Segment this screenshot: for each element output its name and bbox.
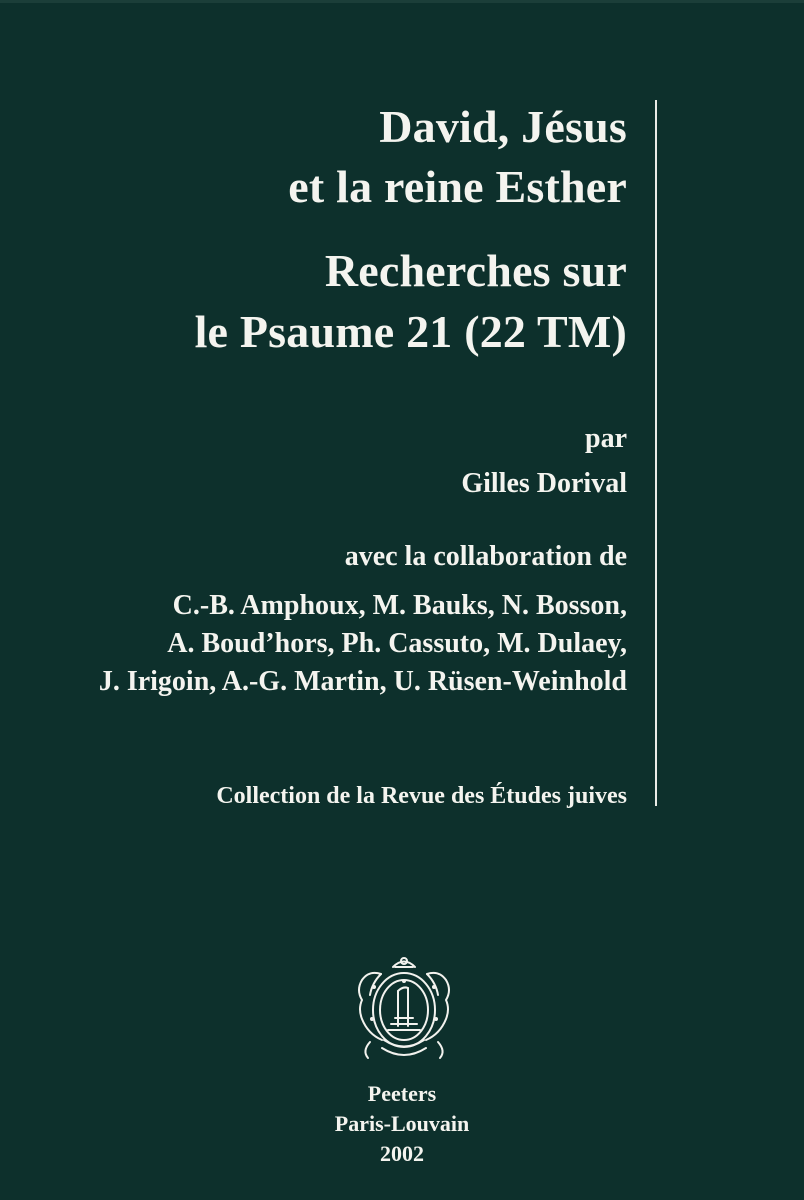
author-name: Gilles Dorival: [461, 468, 627, 499]
subtitle-line-2: le Psaume 21 (22 TM): [194, 306, 627, 357]
cover-top-edge: [0, 0, 804, 3]
series-title: Collection de la Revue des Études juives: [216, 783, 627, 809]
contributors-line-3: J. Irigoin, A.-G. Martin, U. Rüsen-Weinhold: [98, 666, 627, 697]
author-prefix: par: [585, 423, 627, 454]
contributors-line-1: C.-B. Amphoux, M. Bauks, N. Bosson,: [172, 590, 627, 621]
publisher-seal-icon: [350, 952, 458, 1066]
contributors-line-2: A. Boud’hors, Ph. Cassuto, M. Dulaey,: [167, 628, 627, 659]
vertical-rule: [655, 100, 657, 806]
publication-year: 2002: [380, 1141, 424, 1166]
collaboration-label: avec la collaboration de: [344, 541, 627, 572]
publisher-name: Peeters: [367, 1081, 437, 1106]
title-line-2: et la reine Esther: [288, 161, 627, 212]
subtitle-line-1: Recherches sur: [324, 245, 627, 296]
title-line-1: David, Jésus: [379, 101, 627, 152]
publisher-place: Paris-Louvain: [334, 1111, 470, 1136]
